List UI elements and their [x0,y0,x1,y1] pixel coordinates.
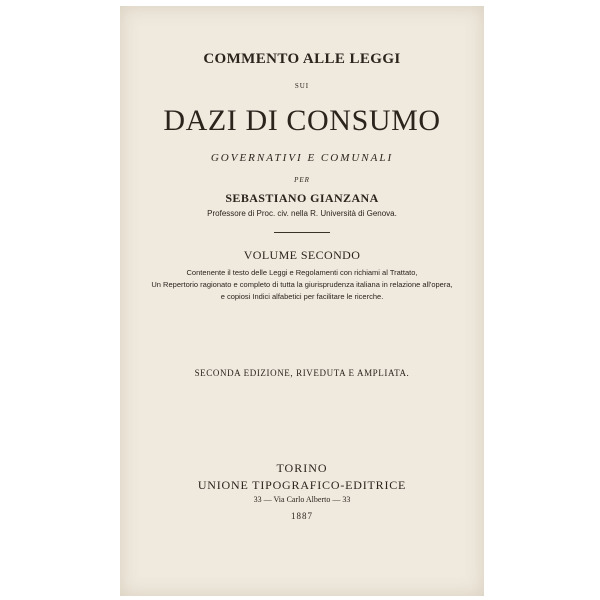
series-title: COMMENTO ALLE LEGGI [203,51,401,67]
author-title: Professore di Proc. civ. nella R. Università di Genova. [207,209,397,218]
main-title: DAZI DI CONSUMO [163,104,441,137]
volume-label: VOLUME SECONDO [243,248,361,262]
connector-sui: SUI [294,82,310,90]
edition-note: SECONDA EDIZIONE, RIVEDUTA E AMPLIATA. [194,368,410,378]
contents-line: Contenente il testo delle Leggi e Regolamenti con richiami al Trattato, [186,268,418,277]
author-name: SEBASTIANO GIANZANA [225,191,379,205]
divider-rule [274,232,330,233]
contents-line: Un Repertorio ragionato e completo di tutta la giurisprudenza italiana in relazione all'opera, [151,280,453,289]
publisher-name: UNIONE TIPOGRAFICO-EDITRICE [197,478,407,492]
publisher-address: 33 — Via Carlo Alberto — 33 [253,495,351,504]
publication-city: TORINO [276,461,328,475]
contents-line: e copiosi Indici alfabetici per facilitare le ricerche. [220,292,384,301]
book-title-page [120,6,484,596]
connector-per: PER [294,176,310,184]
publication-year: 1887 [291,511,313,521]
subtitle: GOVERNATIVI E COMUNALI [210,152,394,164]
